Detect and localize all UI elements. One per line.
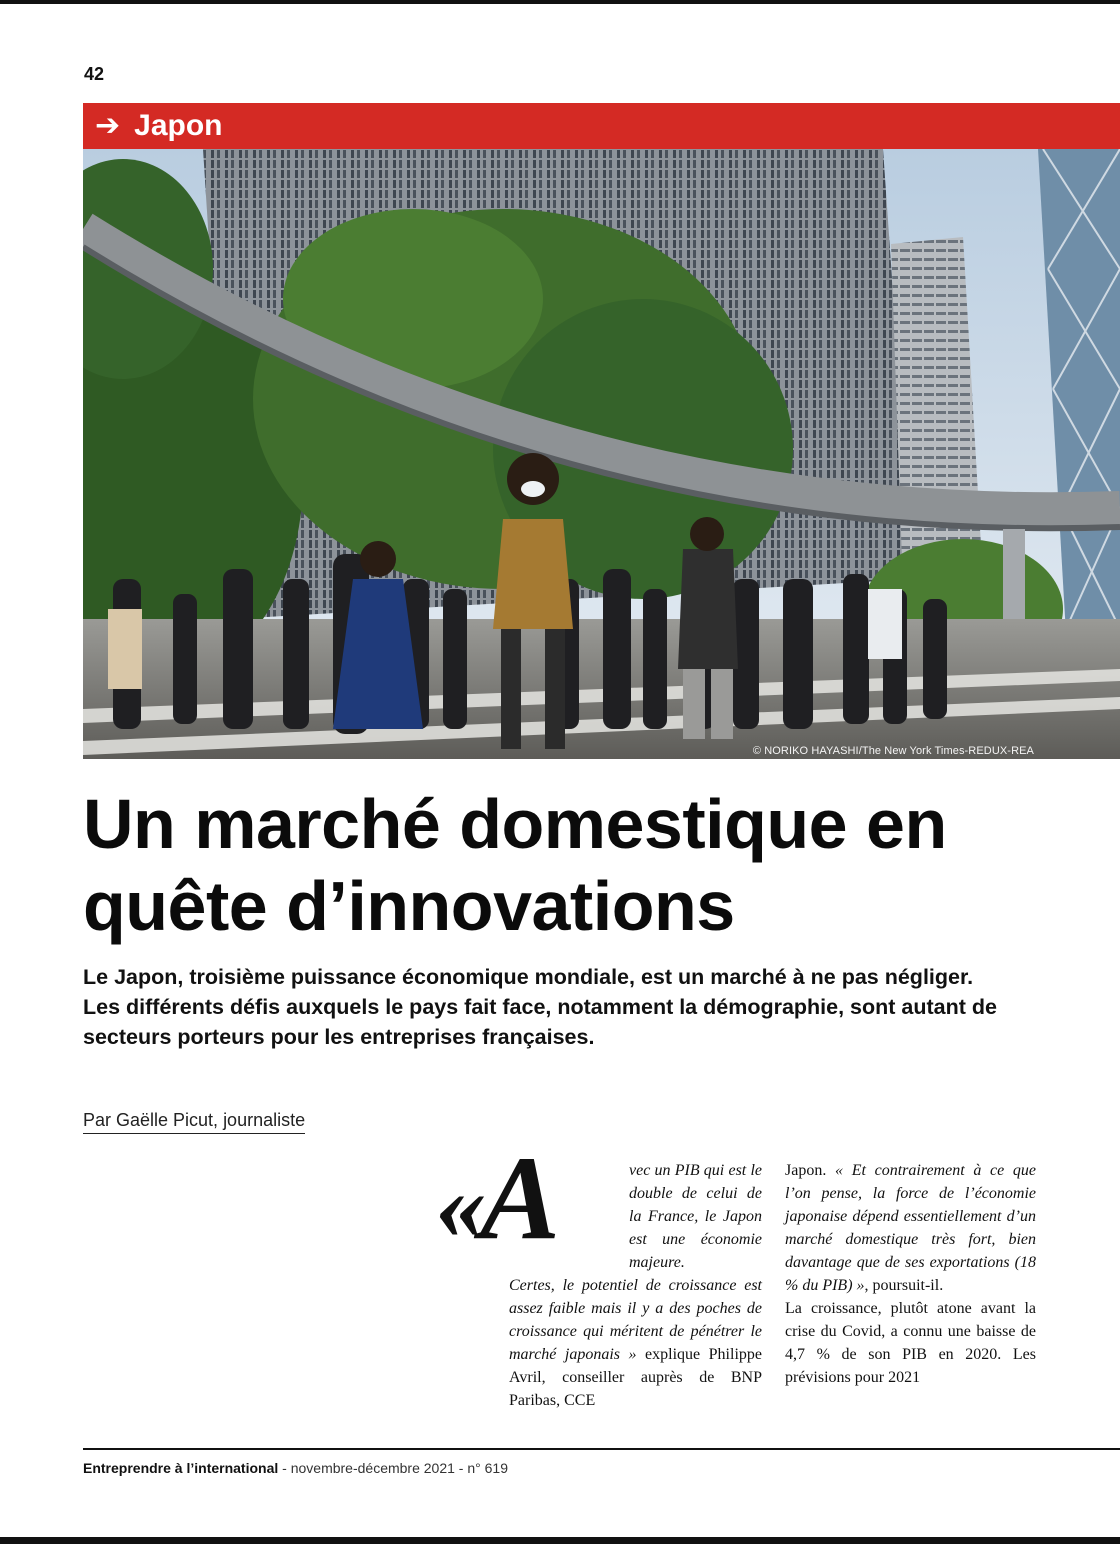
- col2-quote-end: , poursuit-il.: [864, 1277, 944, 1294]
- footer-issue: - novembre-décembre 2021 - n° 619: [278, 1460, 508, 1476]
- page-number: 42: [84, 64, 105, 84]
- body-column-2: [785, 1159, 1036, 1389]
- headline: Un marché domestique en quête d’innovations: [83, 785, 947, 945]
- footer-rule: [83, 1448, 1120, 1450]
- footer: [83, 1460, 508, 1476]
- section-label: Japon: [134, 109, 223, 142]
- attribution-text: explique Philippe Avril, conseiller auprès de BNP Paribas, CCE: [509, 1346, 762, 1409]
- top-rule: [0, 0, 1120, 4]
- section-banner: [83, 103, 1120, 149]
- street-photo: [83, 149, 1120, 759]
- body-column-1-top: vec un PIB qui est le double de celui de la France, le Japon est une économie majeure.: [629, 1162, 762, 1271]
- col2-quote: « Et contrairement à ce que l’on pense, la force de l’économie japonaise dépend essentiellement d’un marché domestique très fort, bien davantage que de ses exportations (18 % du PIB) »: [785, 1162, 1037, 1294]
- col2-paragraph-2: La croissance, plutôt atone avant la crise du Covid, a connu une baisse de 4,7 % de son PIB en 2020. Les prévisions pour 2021: [785, 1300, 1036, 1386]
- footer-brand: Entreprendre à l’international: [83, 1460, 279, 1476]
- photo-credit: © NORIKO HAYASHI/The New York Times-REDUX-REA: [752, 745, 1034, 757]
- arrow-right-icon: ➔: [95, 109, 121, 142]
- lead-paragraph: Le Japon, troisième puissance économique mondiale, est un marché à ne pas négliger. Les différents défis auxquels le pays fait face, notamment la démographie, sont autant de secteurs porteurs pour les entreprises françaises.: [83, 965, 997, 1049]
- col2-lead-in: Japon.: [785, 1162, 836, 1179]
- bottom-bar: [0, 1537, 1120, 1544]
- drop-cap: [436, 1128, 554, 1275]
- byline: Par Gaëlle Picut, journaliste: [83, 1110, 305, 1134]
- drop-cap-letter: A: [480, 1131, 555, 1264]
- body-column-1: [509, 1274, 762, 1412]
- quote-text: Certes, le potentiel de croissance est assez faible mais il y a des poches de croissance qui méritent de pénétrer le marché japonais »: [509, 1277, 762, 1363]
- opening-quote: «: [436, 1149, 480, 1260]
